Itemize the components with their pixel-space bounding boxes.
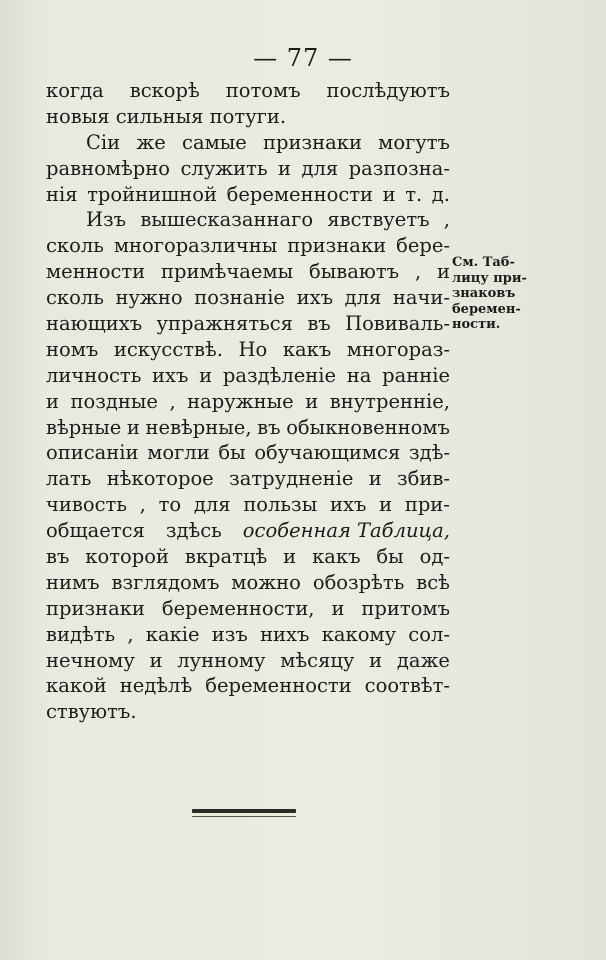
word: признаки bbox=[263, 130, 362, 154]
word: затрудненіе bbox=[229, 467, 354, 491]
word: въ bbox=[307, 312, 331, 336]
text-line bbox=[46, 182, 450, 208]
word: обозрѣть bbox=[312, 570, 405, 594]
word: и bbox=[283, 545, 297, 569]
text-line bbox=[46, 518, 450, 544]
word: сколь bbox=[46, 234, 104, 258]
word: , bbox=[169, 389, 176, 413]
text-line bbox=[46, 673, 450, 699]
word: могутъ bbox=[378, 130, 450, 154]
word: искусствѣ. bbox=[113, 337, 223, 361]
word: какъ bbox=[312, 545, 361, 569]
word: въ bbox=[257, 415, 281, 439]
word: од- bbox=[419, 545, 450, 569]
text-line bbox=[46, 699, 450, 725]
text-line bbox=[46, 389, 450, 415]
text-line bbox=[46, 544, 450, 570]
word: потомъ bbox=[225, 79, 301, 102]
word: ихъ bbox=[296, 286, 333, 310]
word: збив- bbox=[397, 467, 450, 491]
word: менности bbox=[46, 260, 146, 284]
text-line bbox=[46, 337, 450, 363]
word: явствуетъ bbox=[327, 208, 430, 232]
word: какому bbox=[321, 622, 397, 646]
word: нающихъ bbox=[46, 312, 143, 336]
word: , bbox=[414, 260, 422, 284]
word: сколь bbox=[46, 286, 104, 310]
word: какой bbox=[46, 674, 107, 698]
text-line bbox=[46, 466, 450, 492]
text-line bbox=[46, 440, 450, 466]
word: многораз- bbox=[346, 337, 450, 361]
word: при- bbox=[404, 493, 450, 517]
word: бываютъ bbox=[309, 260, 400, 284]
word: вскорѣ bbox=[129, 79, 200, 102]
word: Сіи bbox=[86, 130, 121, 154]
word: признаки bbox=[287, 234, 387, 258]
word: обыкновенномъ bbox=[286, 415, 450, 439]
word: , bbox=[443, 208, 450, 232]
word: и bbox=[199, 363, 213, 387]
word: личность bbox=[46, 363, 142, 387]
text-line bbox=[46, 492, 450, 518]
word: беременности bbox=[226, 182, 374, 206]
word: бере- bbox=[396, 234, 450, 258]
word: и bbox=[278, 156, 292, 180]
word: и bbox=[46, 389, 59, 413]
word: чивость bbox=[46, 493, 127, 517]
closing-rule bbox=[192, 809, 296, 813]
word: даже bbox=[396, 648, 450, 672]
word: и bbox=[331, 596, 345, 620]
word: ихъ bbox=[152, 363, 189, 387]
word: , bbox=[139, 493, 146, 517]
text-line bbox=[46, 78, 450, 104]
word: раздѣленіе bbox=[222, 363, 337, 387]
word: беременности bbox=[205, 674, 352, 698]
word: нечному bbox=[46, 648, 135, 672]
word: въ bbox=[46, 545, 70, 569]
word: послѣдуютъ bbox=[326, 79, 450, 102]
word: Повиваль- bbox=[345, 312, 450, 336]
marginal-note-line: знаковъ bbox=[452, 286, 516, 301]
marginal-note-line: беремен- bbox=[452, 301, 521, 317]
word: нужно bbox=[115, 286, 183, 310]
word: вѣрные bbox=[46, 415, 122, 439]
word: нихъ bbox=[260, 622, 310, 646]
marginal-note-line: См. Таб- bbox=[452, 255, 515, 270]
word: соотвѣт- bbox=[364, 674, 450, 698]
word: какіе bbox=[145, 622, 200, 646]
text-line bbox=[46, 156, 450, 182]
text-line bbox=[46, 415, 450, 441]
word: же bbox=[136, 130, 166, 154]
marginal-note-line: ности. bbox=[452, 317, 501, 332]
word: и bbox=[369, 648, 383, 672]
word: вкратцѣ bbox=[184, 545, 268, 569]
text-line bbox=[46, 104, 450, 130]
word: номъ bbox=[46, 337, 99, 361]
word: , bbox=[127, 622, 134, 646]
text-line bbox=[46, 233, 450, 259]
word: здѣсь bbox=[165, 519, 222, 543]
word: пользы bbox=[243, 493, 318, 517]
word: т. bbox=[405, 182, 423, 206]
word: обучающимся bbox=[254, 441, 401, 465]
word: тройнишной bbox=[87, 182, 217, 206]
body-text bbox=[46, 78, 450, 725]
word: вышесказаннаго bbox=[140, 208, 314, 232]
word: всѣ bbox=[416, 570, 450, 594]
word: многоразличны bbox=[113, 234, 278, 258]
word: лать bbox=[46, 467, 92, 491]
word: то bbox=[158, 493, 182, 517]
word: и bbox=[379, 493, 393, 517]
word: взглядомъ bbox=[111, 570, 220, 594]
word: какъ bbox=[282, 337, 332, 361]
word: на bbox=[346, 363, 372, 387]
word: служить bbox=[180, 156, 268, 180]
word: лунному bbox=[177, 648, 266, 672]
text-line bbox=[46, 311, 450, 337]
word: здѣ- bbox=[408, 441, 450, 465]
word: видѣть bbox=[46, 622, 116, 646]
word: ствуютъ. bbox=[46, 700, 137, 724]
word: для bbox=[301, 156, 339, 180]
word: изъ bbox=[211, 622, 248, 646]
text-line bbox=[46, 622, 450, 648]
word: равномѣрно bbox=[46, 156, 170, 180]
text-line bbox=[46, 207, 450, 233]
word: самые bbox=[182, 130, 247, 154]
word: поздные bbox=[70, 389, 158, 413]
word: особенная Таблица, bbox=[242, 519, 450, 543]
word: Но bbox=[238, 337, 268, 361]
word: могли bbox=[147, 441, 210, 465]
word: ранніе bbox=[382, 363, 450, 387]
word: нѣкоторое bbox=[106, 467, 214, 491]
word: нія bbox=[46, 182, 78, 206]
word: недѣлѣ bbox=[119, 674, 193, 698]
word: и bbox=[437, 260, 450, 284]
word: для bbox=[193, 493, 231, 517]
word: сол- bbox=[408, 622, 450, 646]
word: д. bbox=[431, 182, 450, 206]
word: и bbox=[382, 182, 396, 206]
marginal-note-line: лицу при- bbox=[452, 270, 527, 286]
word: притомъ bbox=[361, 596, 450, 620]
word: упражняться bbox=[156, 312, 293, 336]
word: и bbox=[126, 415, 140, 439]
word: беременности, bbox=[161, 596, 315, 620]
word: примѣчаемы bbox=[161, 260, 294, 284]
word: общается bbox=[46, 519, 145, 543]
text-line bbox=[46, 648, 450, 674]
word: для bbox=[344, 286, 382, 310]
word: описаніи bbox=[46, 441, 139, 465]
text-line bbox=[46, 130, 450, 156]
word: бы bbox=[218, 441, 246, 465]
word: которой bbox=[85, 545, 169, 569]
text-line bbox=[46, 596, 450, 622]
word: ихъ bbox=[329, 493, 367, 517]
word: познаніе bbox=[194, 286, 285, 310]
word: наружные bbox=[187, 389, 294, 413]
word: и bbox=[305, 389, 319, 413]
word: когда bbox=[46, 79, 104, 102]
word: невѣрные, bbox=[145, 415, 252, 439]
text-line bbox=[46, 570, 450, 596]
text-line bbox=[46, 259, 450, 285]
text-line bbox=[46, 363, 450, 389]
word: можно bbox=[231, 570, 301, 594]
word: мѣсяцу bbox=[280, 648, 355, 672]
text-line bbox=[46, 285, 450, 311]
word: и bbox=[368, 467, 382, 491]
word: новыя сильныя потуги. bbox=[46, 104, 287, 128]
word: нимъ bbox=[46, 570, 100, 594]
page-number: — 77 — bbox=[253, 44, 353, 72]
word: признаки bbox=[46, 596, 145, 620]
word: разпозна- bbox=[348, 156, 450, 180]
word: Изъ bbox=[86, 208, 127, 232]
word: бы bbox=[376, 545, 404, 569]
word: и bbox=[149, 648, 163, 672]
marginal-note bbox=[452, 255, 542, 333]
word: внутренніе, bbox=[329, 389, 450, 413]
word: начи- bbox=[392, 286, 450, 310]
